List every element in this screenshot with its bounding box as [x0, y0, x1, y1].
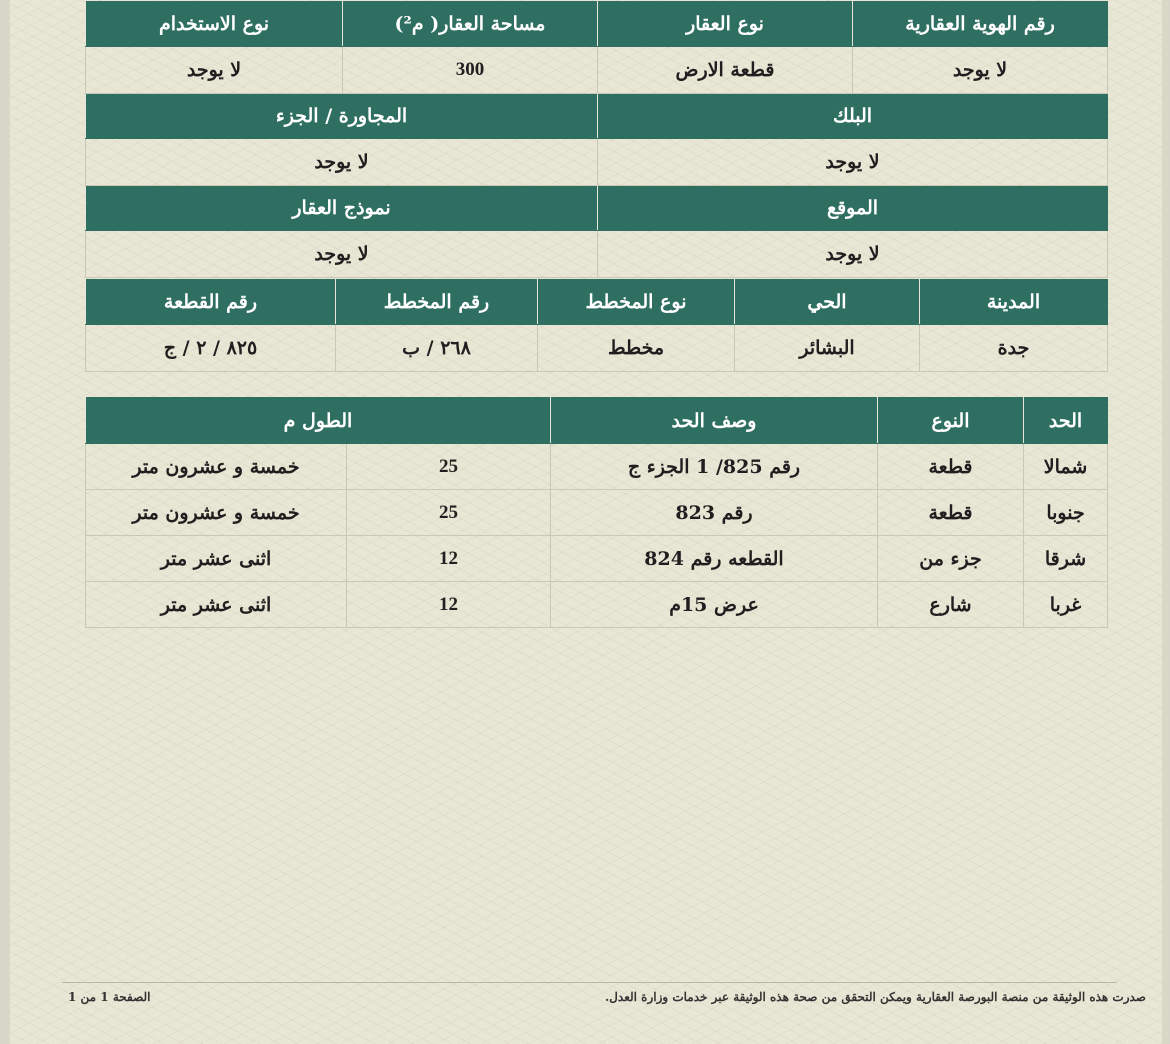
header-plan-type: نوع المخطط: [538, 280, 735, 325]
table-row: [86, 582, 1108, 628]
header-city: المدينة: [920, 280, 1108, 325]
value-neighborhood-part: لا يوجد: [86, 139, 598, 186]
location-values-row: [86, 231, 1108, 278]
header-boundary-type: النوع: [878, 398, 1024, 444]
table-row: [86, 444, 1108, 490]
value-district: البشائر: [735, 325, 920, 372]
boundary-type: قطعة: [878, 444, 1024, 490]
header-property-type: نوع العقار: [598, 2, 853, 47]
header-plot-number: رقم القطعة: [86, 280, 336, 325]
boundary-side: شمالا: [1024, 444, 1108, 490]
value-usage-type: لا يوجد: [86, 47, 343, 94]
plan-info-table: [85, 279, 1108, 372]
table-row: [86, 490, 1108, 536]
boundary-desc: القطعه رقم 824: [551, 536, 878, 582]
header-usage-type: نوع الاستخدام: [86, 2, 343, 47]
boundary-type: شارع: [878, 582, 1024, 628]
value-plan-type: مخطط: [538, 325, 735, 372]
boundary-length: 12: [347, 536, 551, 582]
property-values-row: [86, 47, 1108, 94]
property-info-table: [85, 1, 1108, 278]
boundary-length: 25: [347, 444, 551, 490]
boundaries-header-row: [86, 398, 1108, 444]
plan-header-row: [86, 280, 1108, 325]
block-values-row: [86, 139, 1108, 186]
boundary-length-text: خمسة و عشرون متر: [86, 490, 347, 536]
header-boundary-desc: وصف الحد: [551, 398, 878, 444]
value-location: لا يوجد: [598, 231, 1108, 278]
header-district: الحي: [735, 280, 920, 325]
value-city: جدة: [920, 325, 1108, 372]
boundary-side: جنوبا: [1024, 490, 1108, 536]
boundary-type: جزء من: [878, 536, 1024, 582]
boundary-length: 12: [347, 582, 551, 628]
header-length: الطول م: [86, 398, 551, 444]
boundary-length: 25: [347, 490, 551, 536]
header-property-area: مساحة العقار( م²): [343, 2, 598, 47]
table-row: [86, 536, 1108, 582]
property-header-row: [86, 2, 1108, 47]
value-plan-number: ٢٦٨ / ب: [336, 325, 538, 372]
document-page: [10, 0, 1162, 1044]
header-boundary: الحد: [1024, 398, 1108, 444]
footer-verification-note: صدرت هذه الوثيقة من منصة البورصة العقارية ويمكن التحقق من صحة هذه الوثيقة عبر خدمات وزارة العدل.: [605, 990, 1146, 1004]
value-property-model: لا يوجد: [86, 231, 598, 278]
value-plot-number: ٨٢٥ / ٢ / ج: [86, 325, 336, 372]
boundary-side: شرقا: [1024, 536, 1108, 582]
value-block: لا يوجد: [598, 139, 1108, 186]
header-location: الموقع: [598, 186, 1108, 231]
page-number: الصفحة 1 من 1: [68, 990, 151, 1004]
header-plan-number: رقم المخطط: [336, 280, 538, 325]
boundary-length-text: خمسة و عشرون متر: [86, 444, 347, 490]
header-block: البلك: [598, 94, 1108, 139]
value-property-area: 300: [343, 47, 598, 94]
header-property-id: رقم الهوية العقارية: [853, 2, 1108, 47]
boundary-desc: رقم 825/ 1 الجزء ج: [551, 444, 878, 490]
location-header-row: [86, 186, 1108, 231]
boundary-desc: رقم 823: [551, 490, 878, 536]
plan-values-row: [86, 325, 1108, 372]
boundary-side: غربا: [1024, 582, 1108, 628]
boundary-length-text: اثنى عشر متر: [86, 536, 347, 582]
boundary-length-text: اثنى عشر متر: [86, 582, 347, 628]
boundary-desc: عرض 15م: [551, 582, 878, 628]
boundaries-table: [85, 397, 1108, 628]
value-property-id: لا يوجد: [853, 47, 1108, 94]
header-neighborhood-part: المجاورة / الجزء: [86, 94, 598, 139]
boundary-type: قطعة: [878, 490, 1024, 536]
header-property-model: نموذج العقار: [86, 186, 598, 231]
footer-divider: [62, 982, 1117, 983]
value-property-type: قطعة الارض: [598, 47, 853, 94]
block-header-row: [86, 94, 1108, 139]
